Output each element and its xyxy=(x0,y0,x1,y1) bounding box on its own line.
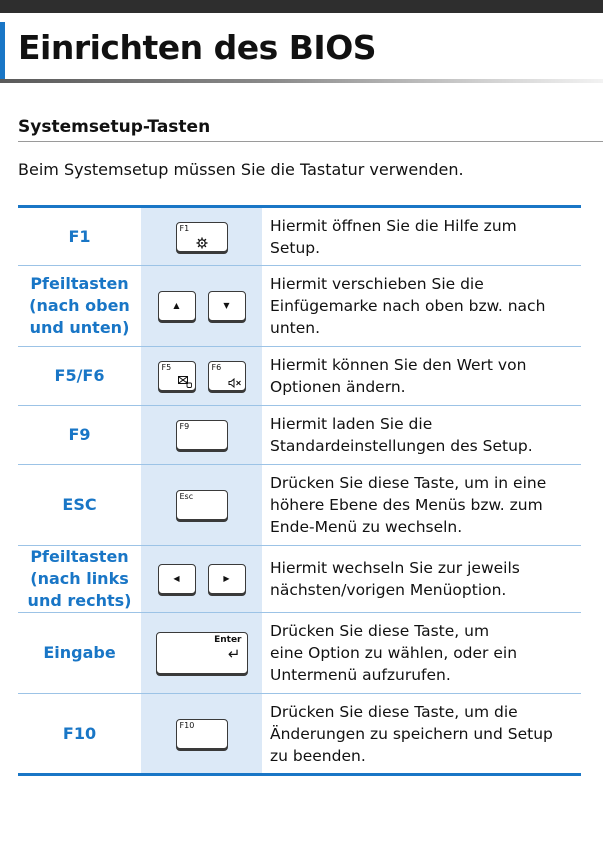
keycap-label: F5 xyxy=(161,363,172,372)
key-name-line: (nach links xyxy=(30,569,129,588)
keycap xyxy=(176,490,228,520)
left-arrow-icon: ◀ xyxy=(173,574,180,583)
keycap xyxy=(158,291,196,321)
key-name-cell xyxy=(18,546,141,613)
key-description-line: Änderungen zu speichern und Setup xyxy=(270,724,553,743)
keycap-group xyxy=(141,632,262,674)
keycap-label: F6 xyxy=(211,363,222,372)
key-description-cell xyxy=(262,694,581,775)
right-arrow-icon: ▶ xyxy=(223,574,230,583)
key-name-line: ESC xyxy=(62,495,97,514)
touchpad-toggle-icon xyxy=(178,373,192,392)
key-visual-cell xyxy=(141,465,262,546)
key-name-line: und rechts) xyxy=(27,591,132,610)
keycap-group xyxy=(141,490,262,520)
table-row xyxy=(18,347,581,406)
key-description-line: eine Option zu wählen, oder ein xyxy=(270,644,518,662)
key-name-cell xyxy=(18,207,141,266)
key-description-line: Standardeinstellungen des Setup. xyxy=(270,437,533,455)
title-accent-bar xyxy=(0,22,5,80)
keycap xyxy=(208,291,246,321)
up-arrow-icon: ▲ xyxy=(173,301,180,310)
page-title: Einrichten des BIOS xyxy=(18,28,377,67)
keycap xyxy=(208,564,246,594)
key-description-line: nächsten/vorigen Menüoption. xyxy=(270,581,507,599)
key-description-line: Setup. xyxy=(270,238,321,257)
title-divider xyxy=(0,79,603,83)
key-visual-cell xyxy=(141,694,262,775)
key-description-line: Ende-Menü zu wechseln. xyxy=(270,518,463,536)
key-name-line: F9 xyxy=(68,425,91,444)
keycap xyxy=(176,222,228,252)
keycap-label: F10 xyxy=(179,720,195,730)
key-name-cell xyxy=(18,347,141,406)
key-description-line: Untermenü aufzurufen. xyxy=(270,666,451,684)
key-visual-cell xyxy=(141,347,262,406)
table-row xyxy=(18,266,581,347)
key-description-line: Hiermit können Sie den Wert von xyxy=(270,356,527,374)
key-name-line: Pfeiltasten xyxy=(30,274,129,293)
section-divider xyxy=(18,141,603,142)
table-row xyxy=(18,207,581,266)
intro-text: Beim Systemsetup müssen Sie die Tastatur verwenden. xyxy=(18,160,464,179)
key-name-cell xyxy=(18,613,141,694)
keycap xyxy=(176,719,228,749)
keycap xyxy=(156,632,248,674)
key-visual-cell xyxy=(141,546,262,613)
key-name-line: F5/F6 xyxy=(54,366,105,385)
keys-table-body xyxy=(18,207,581,775)
key-name-line: und unten) xyxy=(29,318,130,337)
section-title: Systemsetup-Tasten xyxy=(18,117,211,137)
keycap xyxy=(176,420,228,450)
keys-table xyxy=(18,205,581,776)
key-name-cell xyxy=(18,406,141,465)
keycap-label: F1 xyxy=(179,223,190,233)
table-row xyxy=(18,406,581,465)
key-description-line: Drücken Sie diese Taste, um in eine xyxy=(270,474,547,492)
keycap-group xyxy=(141,719,262,749)
key-name-cell xyxy=(18,266,141,347)
keycap-label: Enter xyxy=(214,635,242,645)
key-name-cell xyxy=(18,465,141,546)
key-description-cell xyxy=(262,207,581,266)
key-visual-cell xyxy=(141,207,262,266)
key-name-line: Pfeiltasten xyxy=(30,547,129,566)
key-name-line: (nach oben xyxy=(29,296,130,315)
enter-return-icon: ↵ xyxy=(227,645,241,663)
down-arrow-icon: ▼ xyxy=(223,301,230,310)
key-description-line: Optionen ändern. xyxy=(270,378,406,396)
table-row xyxy=(18,465,581,546)
table-row xyxy=(18,613,581,694)
keycap-group xyxy=(141,361,262,391)
keycap xyxy=(208,361,246,391)
key-description-line: Hiermit laden Sie die xyxy=(270,415,433,433)
key-description-line: Drücken Sie diese Taste, um die xyxy=(270,702,518,721)
key-description-line: Einfügemarke nach oben bzw. nach xyxy=(270,297,546,315)
key-description-cell xyxy=(262,406,581,465)
key-description-cell xyxy=(262,546,581,613)
key-description-line: höhere Ebene des Menüs bzw. zum xyxy=(270,496,543,514)
key-description-line: zu beenden. xyxy=(270,746,366,765)
keycap-group xyxy=(141,222,262,252)
keycap-label: Esc xyxy=(179,492,194,501)
mute-speaker-icon xyxy=(228,373,242,392)
keycap-group xyxy=(141,420,262,450)
key-visual-cell xyxy=(141,613,262,694)
keycap-group xyxy=(141,291,262,321)
key-visual-cell xyxy=(141,406,262,465)
keycap-label: F9 xyxy=(179,422,190,431)
key-description-line: Hiermit verschieben Sie die xyxy=(270,275,484,293)
key-name-line: F10 xyxy=(62,723,97,743)
key-description-line: Hiermit öffnen Sie die Hilfe zum xyxy=(270,216,517,235)
key-name-line: F1 xyxy=(68,226,91,246)
key-description-cell xyxy=(262,613,581,694)
settings-gear-icon xyxy=(196,234,208,253)
key-name-cell xyxy=(18,694,141,775)
key-name-line: Eingabe xyxy=(43,643,116,662)
key-description-line: Drücken Sie diese Taste, um xyxy=(270,622,490,640)
keycap xyxy=(158,361,196,391)
table-row xyxy=(18,546,581,613)
key-description-cell xyxy=(262,347,581,406)
table-row xyxy=(18,694,581,775)
header-bar xyxy=(0,0,603,13)
keycap-group xyxy=(141,564,262,594)
key-description-cell xyxy=(262,266,581,347)
key-description-line: Hiermit wechseln Sie zur jeweils xyxy=(270,559,520,577)
key-description-line: unten. xyxy=(270,319,321,337)
keycap xyxy=(158,564,196,594)
key-description-cell xyxy=(262,465,581,546)
key-visual-cell xyxy=(141,266,262,347)
